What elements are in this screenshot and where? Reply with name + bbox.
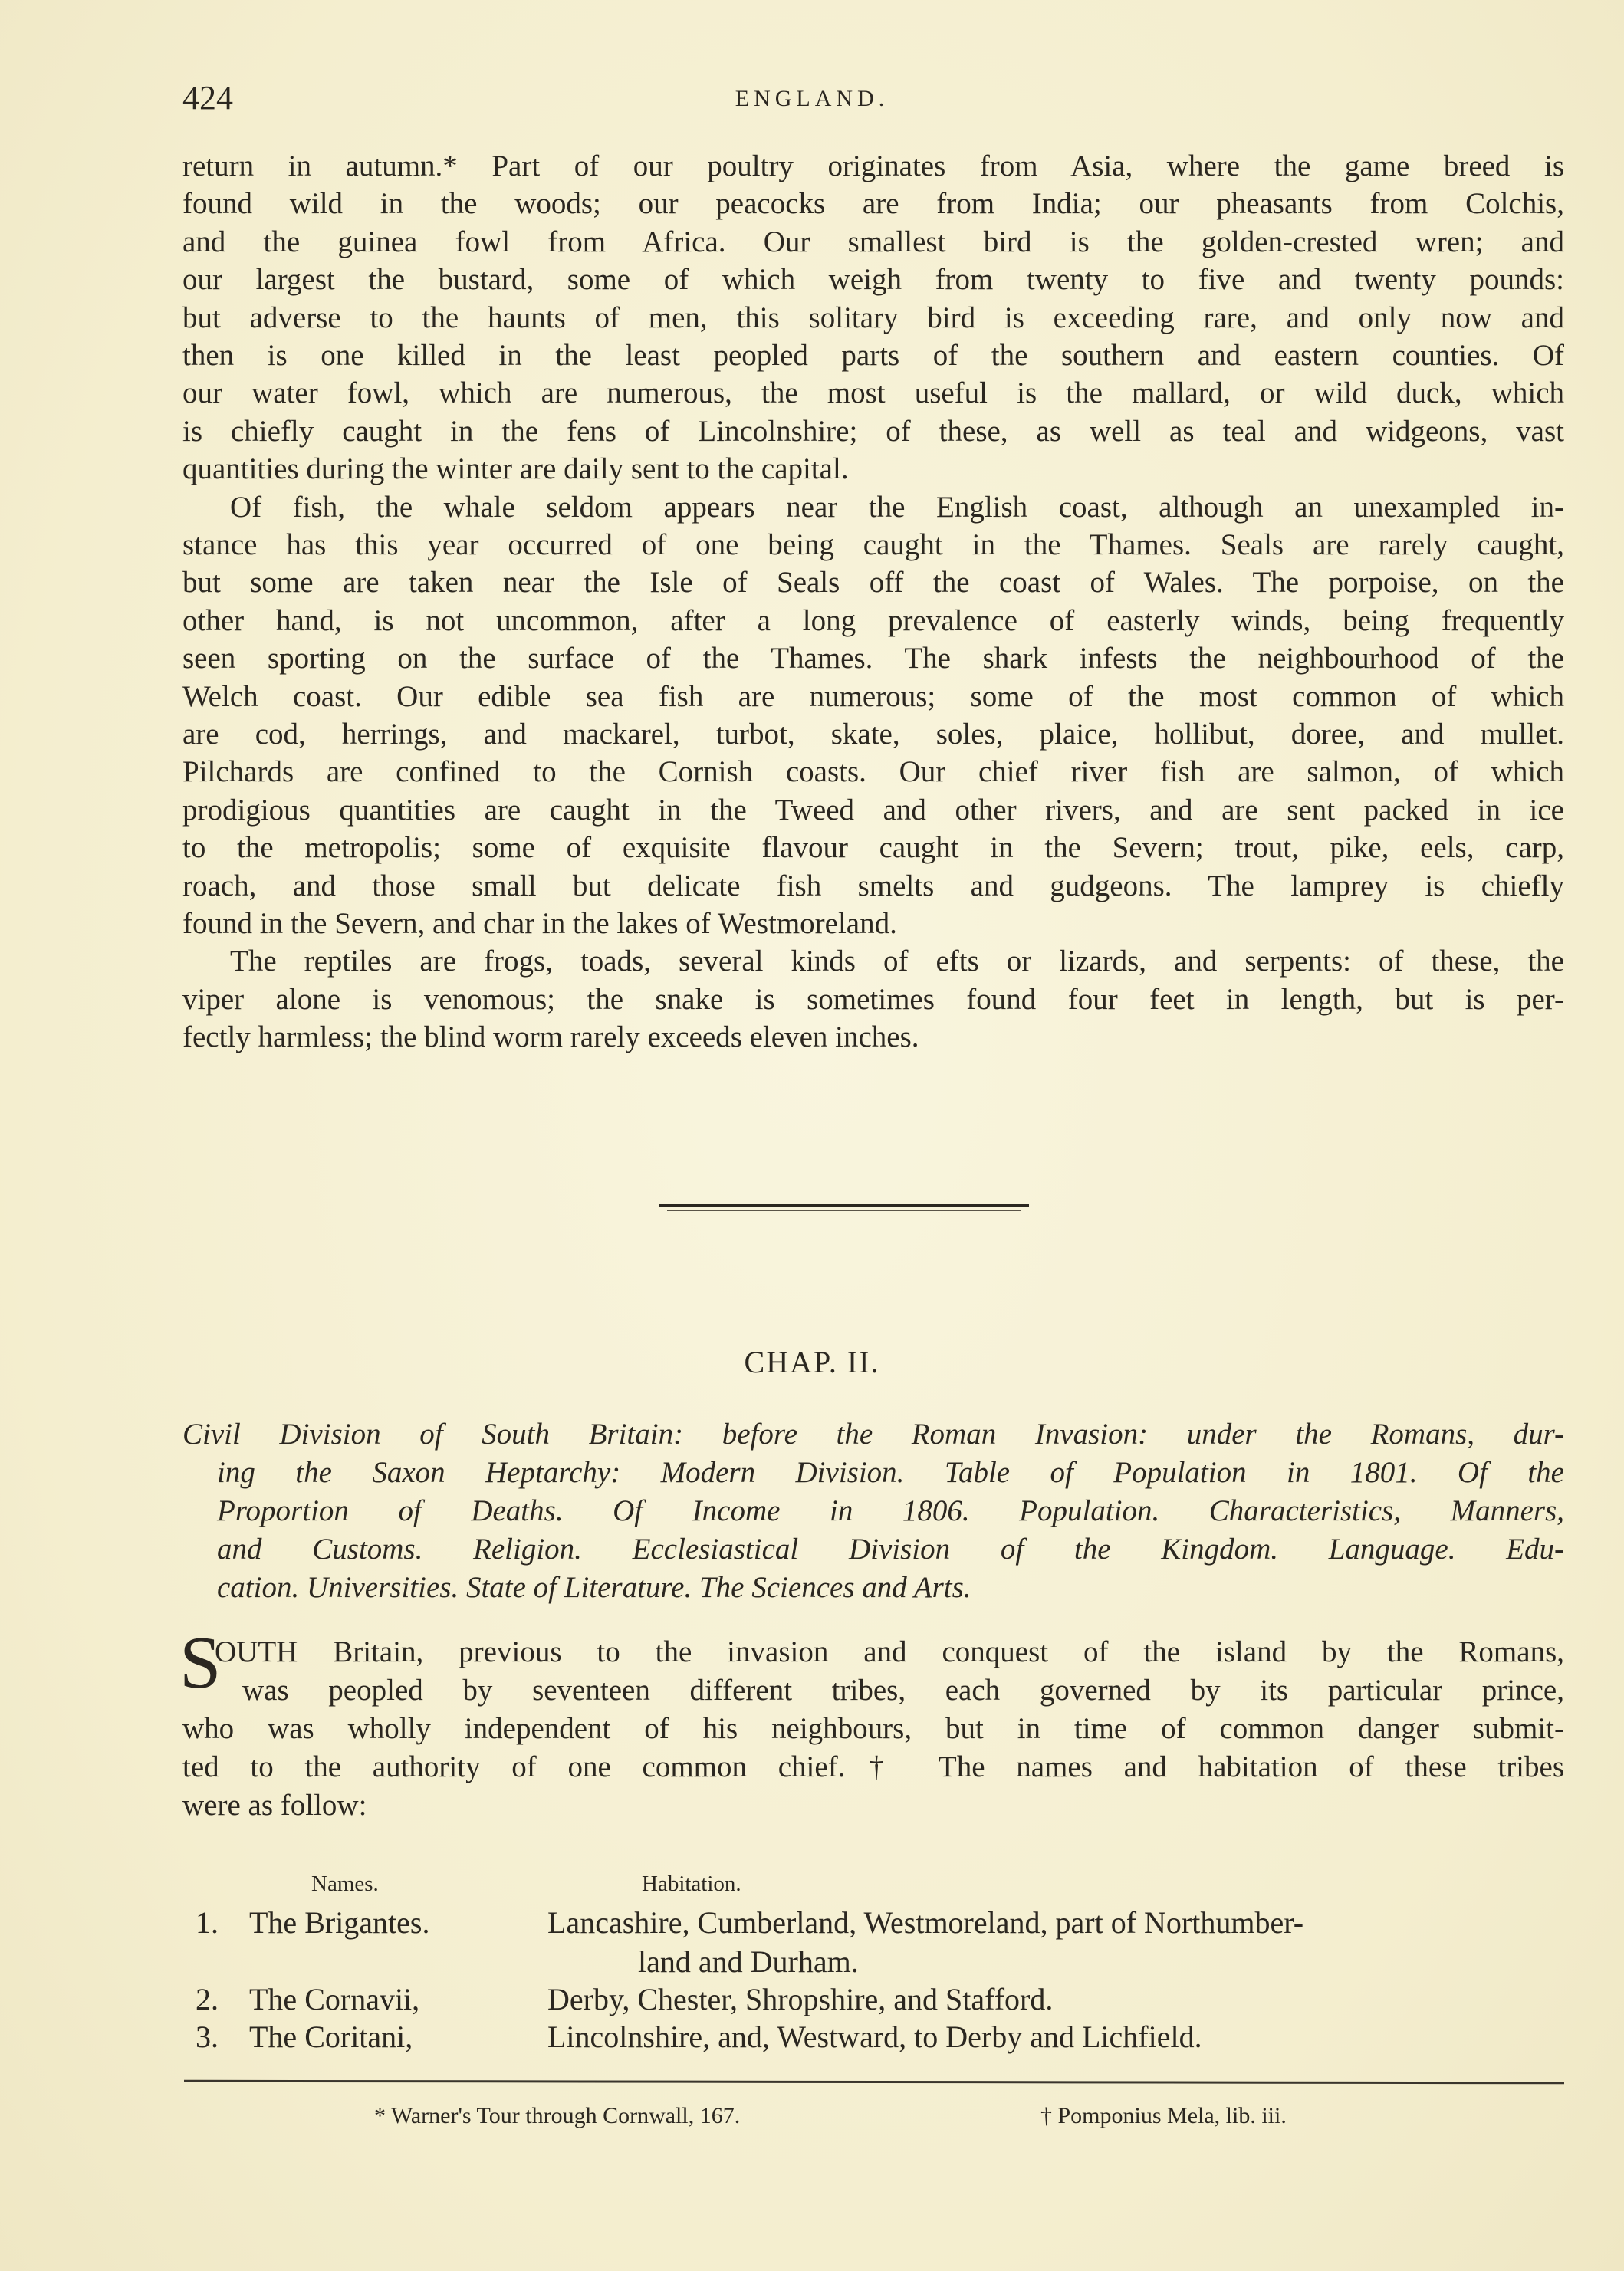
table-row-habitation: Lancashire, Cumberland, Westmoreland, part of Northumber- — [547, 1905, 1304, 1940]
table-row-name: The Brigantes. — [249, 1905, 430, 1940]
chapter-divider-rule — [659, 1204, 1029, 1207]
contents-line: ing the Saxon Heptarchy: Modern Division. Table of Population in 1801. Of the — [217, 1456, 1564, 1489]
text-line: and the guinea fowl from Africa. Our smallest bird is the golden-crested wren; and — [182, 225, 1564, 258]
chapter-title: CHAP. II. — [744, 1345, 880, 1379]
text-line: found in the Severn, and char in the lakes of Westmoreland. — [182, 907, 897, 940]
text-line: roach, and those small but delicate fish smelts and gudgeons. The lamprey is chiefly — [182, 869, 1564, 902]
text-line: ted to the authority of one common chief.† The names and habitation of these tribes — [182, 1750, 1564, 1783]
text-line: OUTH Britain, previous to the invasion and conquest of the island by the Romans, — [215, 1635, 1564, 1668]
text-line: The reptiles are frogs, toads, several kinds of efts or lizards, and serpents: of these, the — [230, 945, 1564, 978]
text-line: then is one killed in the least peopled parts of the southern and eastern counties. Of — [182, 339, 1564, 372]
text-line: found wild in the woods; our peacocks are from India; our pheasants from Colchis, — [182, 187, 1564, 221]
table-row-habitation: land and Durham. — [638, 1944, 859, 1979]
table-header-habitation: Habitation. — [642, 1872, 741, 1896]
page-number: 424 — [182, 79, 233, 117]
text-line: Of fish, the whale seldom appears near the English coast, although an unexampled in- — [230, 490, 1564, 524]
footnote-2: † Pomponius Mela, lib. iii. — [1040, 2103, 1287, 2128]
table-row-number: 3. — [196, 2020, 219, 2054]
text-line: prodigious quantities are caught in the Tweed and other rivers, and are sent packed in ice — [182, 793, 1564, 827]
contents-line: Proportion of Deaths. Of Income in 1806. Population. Characteristics, Manners, — [217, 1494, 1564, 1527]
text-line: viper alone is venomous; the snake is sometimes found four feet in length, but is per- — [182, 982, 1564, 1016]
table-row-habitation: Derby, Chester, Shropshire, and Stafford. — [547, 1982, 1054, 2016]
table-row-name: The Cornavii, — [249, 1982, 420, 2016]
table-row-number: 2. — [196, 1982, 219, 2016]
table-row-habitation: Lincolnshire, and, Westward, to Derby and Lichfield. — [547, 2020, 1202, 2054]
text-line: quantities during the winter are daily sent to the capital. — [182, 452, 849, 486]
text-line: who was wholly independent of his neighbours, but in time of common danger submit- — [182, 1712, 1564, 1745]
text-line: are cod, herrings, and mackarel, turbot, skate, soles, plaice, hollibut, doree, and mullet. — [182, 718, 1564, 751]
text-line: to the metropolis; some of exquisite flavour caught in the Severn; trout, pike, eels, carp, — [182, 831, 1564, 865]
text-line: our water fowl, which are numerous, the most useful is the mallard, or wild duck, which — [182, 376, 1564, 410]
text-line: our largest the bustard, some of which weigh from twenty to five and twenty pounds: — [182, 263, 1564, 297]
contents-line: Civil Division of South Britain: before the Roman Invasion: under the Romans, dur- — [182, 1418, 1564, 1451]
table-header-names: Names. — [311, 1872, 379, 1896]
text-line: but adverse to the haunts of men, this solitary bird is exceeding rare, and only now and — [182, 301, 1564, 334]
contents-line: and Customs. Religion. Ecclesiastical Division of the Kingdom. Language. Edu- — [217, 1533, 1564, 1566]
footnote-1: * Warner's Tour through Cornwall, 167. — [374, 2103, 741, 2128]
text-line: but some are taken near the Isle of Seals off the coast of Wales. The porpoise, on the — [182, 566, 1564, 600]
text-line: was peopled by seventeen different tribes, each governed by its particular prince, — [242, 1674, 1564, 1707]
text-line: is chiefly caught in the fens of Lincolnshire; of these, as well as teal and widgeons, vast — [182, 414, 1564, 448]
text-line: seen sporting on the surface of the Thames. The shark infests the neighbourhood of the — [182, 642, 1564, 675]
table-row-number: 1. — [196, 1905, 219, 1940]
contents-line: cation. Universities. State of Literature. The Sciences and Arts. — [217, 1571, 971, 1604]
text-line: return in autumn.* Part of our poultry originates from Asia, where the game breed is — [182, 150, 1564, 182]
text-line: Welch coast. Our edible sea fish are numerous; some of the most common of which — [182, 679, 1564, 713]
text-line: other hand, is not uncommon, after a long prevalence of easterly winds, being frequently — [182, 603, 1564, 637]
text-line: fectly harmless; the blind worm rarely exceeds eleven inches. — [182, 1020, 919, 1054]
drop-cap: S — [179, 1622, 222, 1704]
text-line: stance has this year occurred of one being caught in the Thames. Seals are rarely caught, — [182, 528, 1564, 561]
table-row-name: The Coritani, — [249, 2020, 413, 2054]
chapter-divider-rule-thin — [667, 1210, 1021, 1211]
text-line: Pilchards are confined to the Cornish coasts. Our chief river fish are salmon, of which — [182, 755, 1564, 789]
text-line: were as follow: — [182, 1789, 367, 1822]
running-head: ENGLAND. — [735, 86, 889, 111]
